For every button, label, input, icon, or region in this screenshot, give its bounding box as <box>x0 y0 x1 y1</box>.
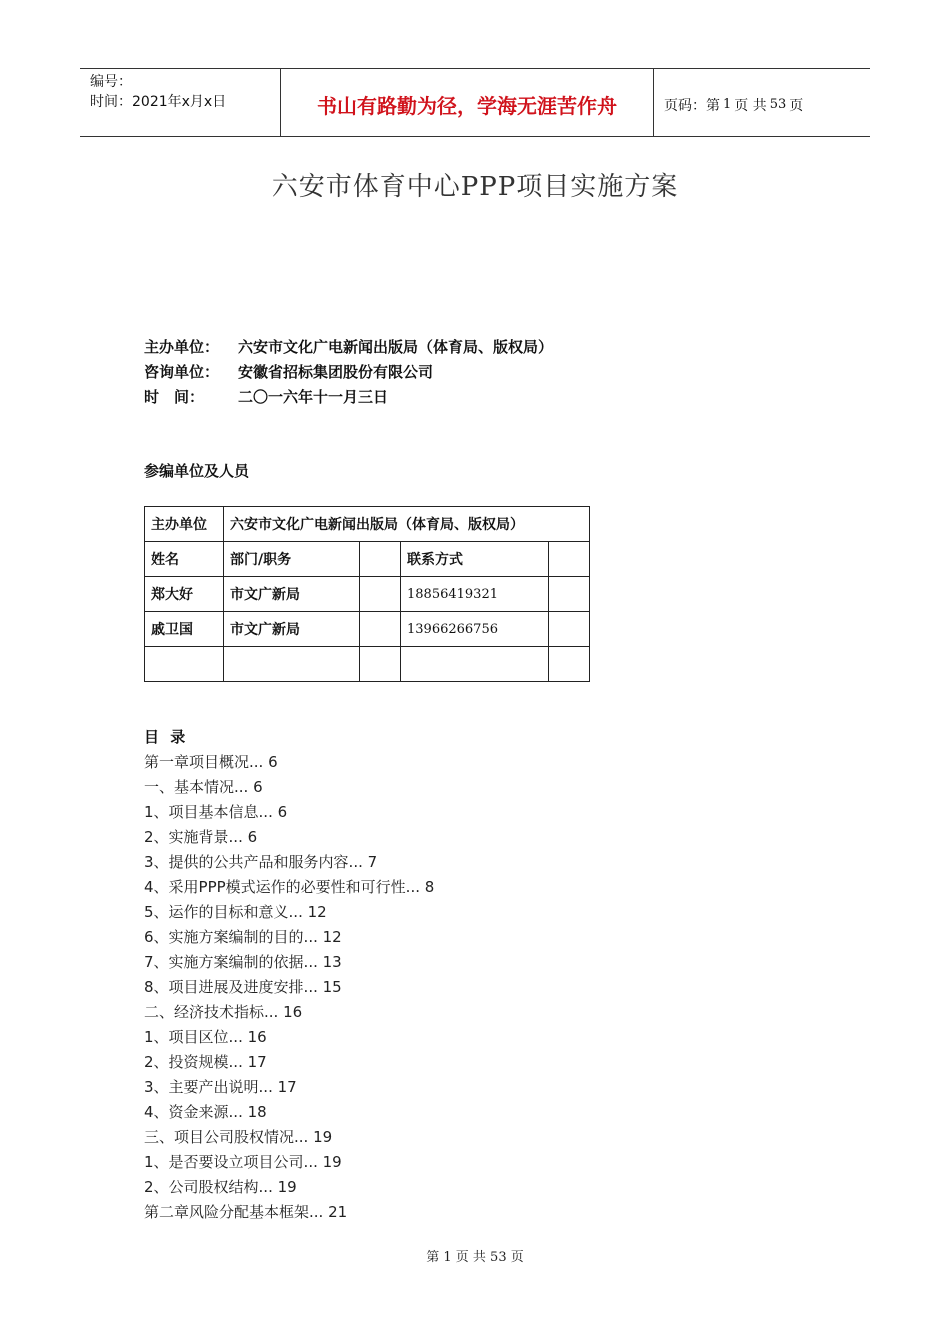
toc-list <box>144 750 434 1225</box>
header-cell <box>360 542 401 577</box>
toc-item[interactable]: 1、项目区位... 16 <box>144 1028 267 1046</box>
table-cell <box>145 647 224 682</box>
toc-item[interactable]: 7、实施方案编制的依据... 13 <box>144 953 342 971</box>
page-footer: 第 1 页 共 53 页 <box>426 1250 524 1265</box>
info-value: 安徽省招标集团股份有限公司 <box>238 363 434 381</box>
table-cell: 郑大好 <box>145 577 224 612</box>
toc-item[interactable]: 4、采用PPP模式运作的必要性和可行性... 8 <box>144 878 435 896</box>
toc-item[interactable]: 3、主要产出说明... 17 <box>144 1078 297 1096</box>
document-title: 六安市体育中心PPP项目实施方案 <box>271 172 679 202</box>
info-row-host <box>144 335 553 360</box>
info-value: 二〇一六年十一月三日 <box>238 388 389 406</box>
staff-table <box>144 506 590 682</box>
info-block <box>144 335 553 410</box>
time-label: 时间：2021年x月x日 <box>90 94 227 110</box>
toc-item[interactable]: 三、项目公司股权情况... 19 <box>144 1128 333 1146</box>
serial-label: 编号： <box>90 74 132 90</box>
info-row-consultant <box>144 360 553 385</box>
table-cell <box>224 647 360 682</box>
header-cell: 联系方式 <box>401 542 549 577</box>
toc-item[interactable]: 二、经济技术指标... 16 <box>144 1003 303 1021</box>
table-header-row <box>145 542 590 577</box>
header-page-info <box>654 69 870 136</box>
info-label: 咨询单位： <box>144 363 220 381</box>
table-of-contents <box>144 725 434 1225</box>
toc-item[interactable]: 第一章项目概况... 6 <box>144 753 278 771</box>
toc-item[interactable]: 6、实施方案编制的目的... 12 <box>144 928 342 946</box>
table-row <box>145 612 590 647</box>
toc-title: 目 录 <box>144 728 189 746</box>
info-label: 主办单位： <box>144 338 220 356</box>
toc-item[interactable]: 1、是否要设立项目公司... 19 <box>144 1153 342 1171</box>
page-suffix: 页 <box>789 97 804 114</box>
header-cell: 部门/职务 <box>224 542 360 577</box>
toc-item[interactable]: 2、公司股权结构... 19 <box>144 1178 297 1196</box>
toc-item[interactable]: 2、投资规模... 17 <box>144 1053 267 1071</box>
table-row <box>145 577 590 612</box>
page-current: 1 <box>723 97 732 112</box>
host-value-cell: 六安市文化广电新闻出版局（体育局、版权局） <box>224 507 590 542</box>
header-cell <box>549 542 590 577</box>
table-row <box>145 647 590 682</box>
page-mid: 页 共 <box>734 97 767 114</box>
toc-item[interactable]: 一、基本情况... 6 <box>144 778 263 796</box>
table-cell: 市文广新局 <box>224 577 360 612</box>
info-value: 六安市文化广电新闻出版局（体育局、版权局） <box>238 338 554 356</box>
table-cell <box>549 577 590 612</box>
info-row-date <box>144 385 553 410</box>
toc-item[interactable]: 1、项目基本信息... 6 <box>144 803 288 821</box>
toc-item[interactable]: 5、运作的目标和意义... 12 <box>144 903 327 921</box>
table-cell <box>360 577 401 612</box>
table-cell: 13966266756 <box>401 612 549 647</box>
toc-item[interactable]: 8、项目进展及进度安排... 15 <box>144 978 342 996</box>
header-meta <box>80 69 281 136</box>
header-motto: 书山有路勤为径，学海无涯苦作舟 <box>281 69 654 136</box>
table-cell <box>549 612 590 647</box>
toc-item[interactable]: 第二章风险分配基本框架... 21 <box>144 1203 348 1221</box>
table-cell <box>549 647 590 682</box>
table-cell: 戚卫国 <box>145 612 224 647</box>
table-cell <box>401 647 549 682</box>
page-total: 53 <box>769 97 787 112</box>
info-label: 时 间： <box>144 388 205 406</box>
toc-item[interactable]: 2、实施背景... 6 <box>144 828 258 846</box>
page-header <box>80 68 870 137</box>
table-row <box>145 507 590 542</box>
toc-item[interactable]: 3、提供的公共产品和服务内容... 7 <box>144 853 378 871</box>
table-cell: 18856419321 <box>401 577 549 612</box>
table-cell: 市文广新局 <box>224 612 360 647</box>
staff-section-heading: 参编单位及人员 <box>144 462 250 480</box>
table-cell <box>360 612 401 647</box>
header-cell: 姓名 <box>145 542 224 577</box>
host-label-cell: 主办单位 <box>145 507 224 542</box>
toc-item[interactable]: 4、资金来源... 18 <box>144 1103 267 1121</box>
page-prefix: 页码：第 <box>664 97 720 114</box>
table-cell <box>360 647 401 682</box>
